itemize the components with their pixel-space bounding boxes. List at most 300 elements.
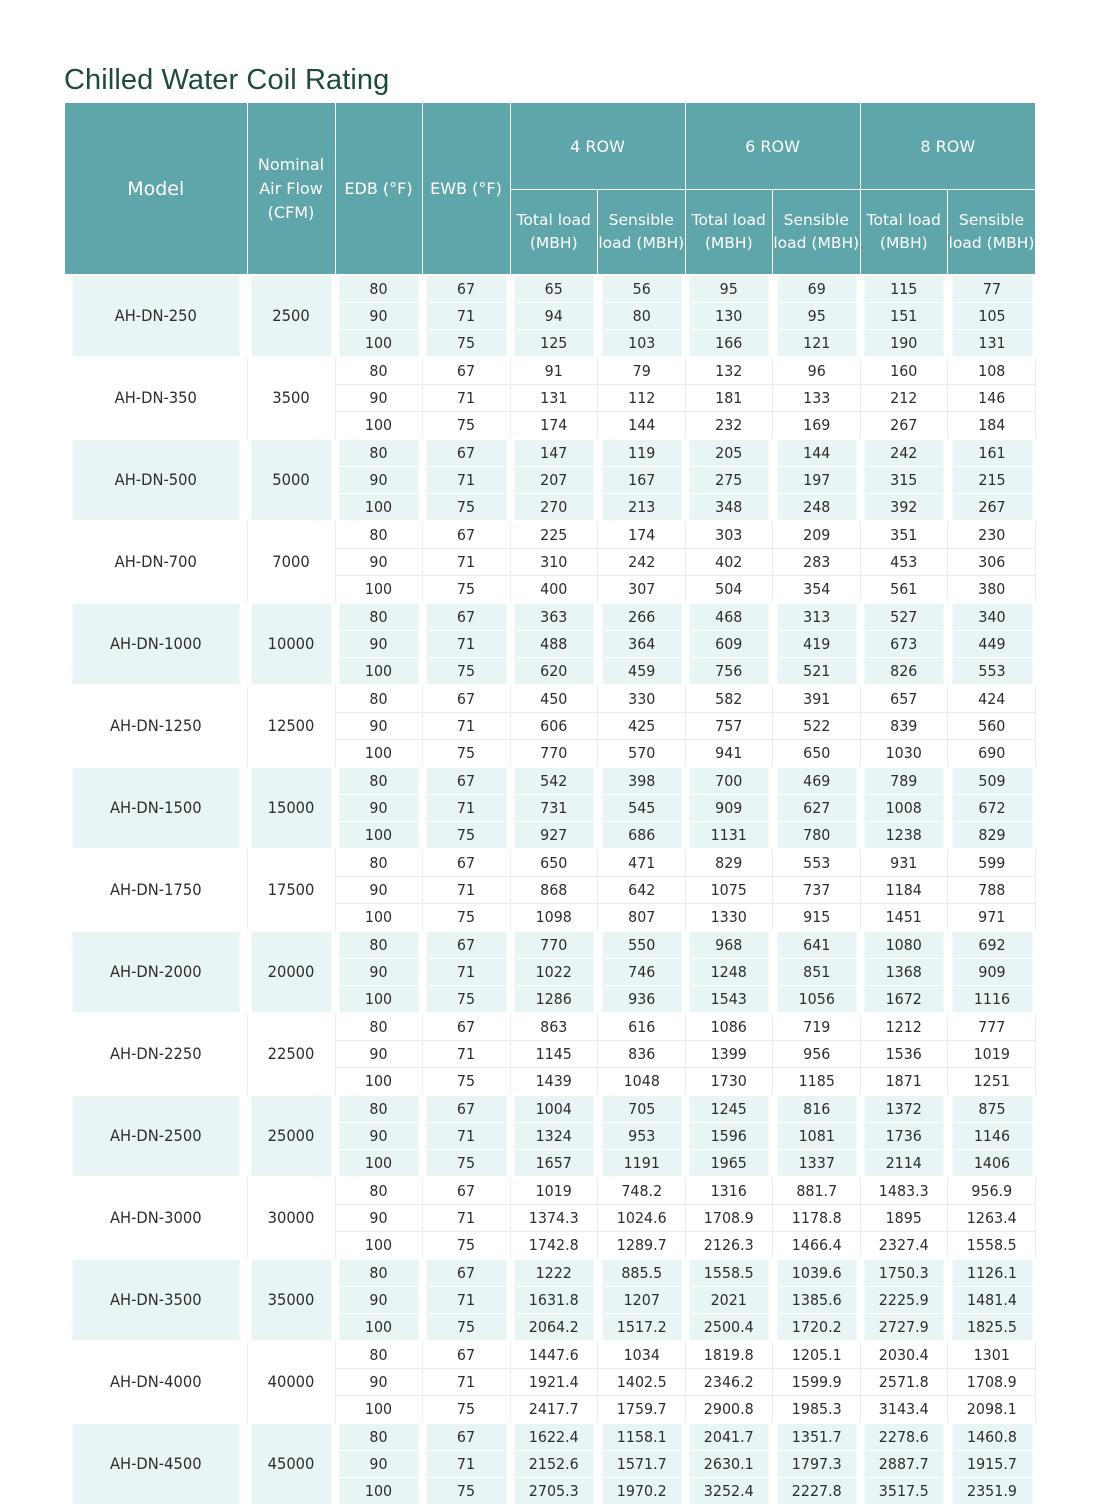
header-air-flow-line: (CFM) xyxy=(248,201,335,225)
ewb-cell: 67 xyxy=(426,521,507,549)
4row-sensible-cell: 1402.5 xyxy=(601,1369,682,1396)
6row-sensible-cell: 144 xyxy=(776,439,857,467)
4row-sensible-cell: 144 xyxy=(601,412,682,440)
ewb-cell: 67 xyxy=(426,931,507,959)
4row-sensible-cell: 616 xyxy=(601,1013,682,1041)
4row-sensible-cell: 266 xyxy=(601,603,682,631)
6row-total-cell: 1248 xyxy=(689,959,770,986)
ewb-cell: 71 xyxy=(426,877,507,904)
8row-sensible-cell: 509 xyxy=(951,767,1032,795)
coil-rating-table xyxy=(65,103,1036,1504)
table-row xyxy=(65,521,1035,549)
4row-sensible-cell: 167 xyxy=(601,467,682,494)
edb-cell: 100 xyxy=(338,658,418,686)
4row-total-cell: 1019 xyxy=(514,1177,595,1205)
8row-sensible-cell: 1116 xyxy=(951,986,1032,1014)
header-line: (MBH) xyxy=(511,232,598,255)
8row-sensible-cell: 380 xyxy=(951,576,1032,604)
header-line: Sensible xyxy=(598,209,685,232)
edb-cell: 100 xyxy=(338,740,418,768)
4row-sensible-cell: 570 xyxy=(601,740,682,768)
model-cell: AH-DN-3000 xyxy=(72,1177,239,1259)
8row-total-cell: 1372 xyxy=(864,1095,945,1123)
4row-total-cell: 1622.4 xyxy=(514,1423,595,1451)
edb-cell: 80 xyxy=(338,275,418,303)
6row-total-cell: 402 xyxy=(689,549,770,576)
6row-total-cell: 2900.8 xyxy=(689,1396,770,1424)
edb-cell: 90 xyxy=(338,959,418,986)
ewb-cell: 67 xyxy=(426,1341,507,1369)
table-row xyxy=(65,1423,1035,1451)
8row-sensible-cell: 2098.1 xyxy=(951,1396,1032,1424)
4row-total-cell: 1374.3 xyxy=(514,1205,595,1232)
6row-total-cell: 2126.3 xyxy=(689,1232,770,1260)
header-line: load (MBH) xyxy=(948,232,1035,255)
8row-total-cell: 1483.3 xyxy=(864,1177,945,1205)
4row-sensible-cell: 1048 xyxy=(601,1068,682,1096)
8row-sensible-cell: 1251 xyxy=(951,1068,1032,1096)
8row-total-cell: 190 xyxy=(864,330,945,358)
edb-cell: 90 xyxy=(338,1451,418,1478)
8row-total-cell: 1895 xyxy=(864,1205,945,1232)
4row-total-cell: 731 xyxy=(514,795,595,822)
8row-total-cell: 212 xyxy=(864,385,945,412)
8row-total-cell: 931 xyxy=(864,849,945,877)
6row-total-cell: 968 xyxy=(689,931,770,959)
air-flow-cell: 30000 xyxy=(251,1177,332,1259)
edb-cell: 80 xyxy=(338,1341,418,1369)
8row-sensible-cell: 184 xyxy=(951,412,1032,440)
edb-cell: 90 xyxy=(338,631,418,658)
8row-total-cell: 561 xyxy=(864,576,945,604)
model-cell: AH-DN-4500 xyxy=(72,1423,239,1504)
4row-sensible-cell: 1759.7 xyxy=(601,1396,682,1424)
air-flow-cell: 2500 xyxy=(251,275,332,357)
4row-total-cell: 91 xyxy=(514,357,595,385)
table-row xyxy=(65,439,1035,467)
8row-sensible-cell: 553 xyxy=(951,658,1032,686)
8row-total-cell: 657 xyxy=(864,685,945,713)
4row-sensible-cell: 1158.1 xyxy=(601,1423,682,1451)
table-row xyxy=(65,1095,1035,1123)
4row-total-cell: 65 xyxy=(514,275,595,303)
6row-sensible-cell: 650 xyxy=(776,740,857,768)
4row-sensible-cell: 807 xyxy=(601,904,682,932)
6row-sensible-cell: 354 xyxy=(776,576,857,604)
8row-total-cell: 351 xyxy=(864,521,945,549)
6row-total-cell: 181 xyxy=(689,385,770,412)
air-flow-cell: 17500 xyxy=(251,849,332,931)
4row-total-cell: 450 xyxy=(514,685,595,713)
4row-total-cell: 174 xyxy=(514,412,595,440)
6row-sensible-cell: 1039.6 xyxy=(776,1259,857,1287)
8row-total-cell: 1672 xyxy=(864,986,945,1014)
4row-total-cell: 927 xyxy=(514,822,595,850)
6row-sensible-cell: 719 xyxy=(776,1013,857,1041)
6row-total-cell: 1965 xyxy=(689,1150,770,1178)
table-row xyxy=(65,357,1035,385)
6row-total-cell: 95 xyxy=(689,275,770,303)
table-row xyxy=(65,931,1035,959)
edb-cell: 80 xyxy=(338,439,418,467)
8row-sensible-cell: 2351.9 xyxy=(951,1478,1032,1504)
4row-total-cell: 542 xyxy=(514,767,595,795)
edb-cell: 90 xyxy=(338,1041,418,1068)
4row-total-cell: 363 xyxy=(514,603,595,631)
8row-total-cell: 1750.3 xyxy=(864,1259,945,1287)
edb-cell: 100 xyxy=(338,1068,418,1096)
4row-sensible-cell: 459 xyxy=(601,658,682,686)
edb-cell: 90 xyxy=(338,467,418,494)
edb-cell: 90 xyxy=(338,1205,418,1232)
4row-total-cell: 488 xyxy=(514,631,595,658)
4row-sensible-cell: 1970.2 xyxy=(601,1478,682,1504)
8row-sensible-cell: 267 xyxy=(951,494,1032,522)
edb-cell: 80 xyxy=(338,1177,418,1205)
6row-sensible-cell: 248 xyxy=(776,494,857,522)
6row-total-cell: 1316 xyxy=(689,1177,770,1205)
8row-total-cell: 2278.6 xyxy=(864,1423,945,1451)
6row-total-cell: 130 xyxy=(689,303,770,330)
4row-total-cell: 225 xyxy=(514,521,595,549)
8row-total-cell: 392 xyxy=(864,494,945,522)
8row-sensible-cell: 424 xyxy=(951,685,1032,713)
6row-sensible-cell: 469 xyxy=(776,767,857,795)
6row-sensible-cell: 95 xyxy=(776,303,857,330)
air-flow-cell: 15000 xyxy=(251,767,332,849)
8row-total-cell: 1030 xyxy=(864,740,945,768)
model-cell: AH-DN-3500 xyxy=(72,1259,239,1341)
4row-sensible-cell: 112 xyxy=(601,385,682,412)
4row-total-cell: 131 xyxy=(514,385,595,412)
8row-sensible-cell: 1460.8 xyxy=(951,1423,1032,1451)
4row-total-cell: 1742.8 xyxy=(514,1232,595,1260)
edb-cell: 100 xyxy=(338,494,418,522)
edb-cell: 100 xyxy=(338,986,418,1014)
8row-sensible-cell: 829 xyxy=(951,822,1032,850)
8row-sensible-cell: 1263.4 xyxy=(951,1205,1032,1232)
6row-total-cell: 829 xyxy=(689,849,770,877)
4row-total-cell: 770 xyxy=(514,931,595,959)
air-flow-cell: 3500 xyxy=(251,357,332,439)
air-flow-cell: 5000 xyxy=(251,439,332,521)
4row-total-cell: 606 xyxy=(514,713,595,740)
6row-sensible-cell: 1337 xyxy=(776,1150,857,1178)
ewb-cell: 67 xyxy=(426,1013,507,1041)
8row-total-cell: 2030.4 xyxy=(864,1341,945,1369)
4row-total-cell: 1098 xyxy=(514,904,595,932)
4row-total-cell: 2417.7 xyxy=(514,1396,595,1424)
header-6-row: 6 ROW xyxy=(685,103,860,190)
4row-sensible-cell: 174 xyxy=(601,521,682,549)
8row-sensible-cell: 1481.4 xyxy=(951,1287,1032,1314)
ewb-cell: 75 xyxy=(426,1232,507,1260)
ewb-cell: 67 xyxy=(426,439,507,467)
4row-sensible-cell: 398 xyxy=(601,767,682,795)
6row-total-cell: 2021 xyxy=(689,1287,770,1314)
ewb-cell: 75 xyxy=(426,986,507,1014)
4row-total-cell: 1145 xyxy=(514,1041,595,1068)
edb-cell: 90 xyxy=(338,549,418,576)
8row-total-cell: 315 xyxy=(864,467,945,494)
6row-sensible-cell: 1720.2 xyxy=(776,1314,857,1342)
header-ewb: EWB (°F) xyxy=(422,103,510,275)
6row-total-cell: 1330 xyxy=(689,904,770,932)
8row-sensible-cell: 1915.7 xyxy=(951,1451,1032,1478)
edb-cell: 90 xyxy=(338,303,418,330)
edb-cell: 80 xyxy=(338,685,418,713)
8row-total-cell: 1080 xyxy=(864,931,945,959)
4row-total-cell: 2064.2 xyxy=(514,1314,595,1342)
4row-sensible-cell: 705 xyxy=(601,1095,682,1123)
6row-sensible-cell: 313 xyxy=(776,603,857,631)
8row-sensible-cell: 560 xyxy=(951,713,1032,740)
6row-total-cell: 1558.5 xyxy=(689,1259,770,1287)
8row-total-cell: 826 xyxy=(864,658,945,686)
4row-total-cell: 1447.6 xyxy=(514,1341,595,1369)
4row-total-cell: 1324 xyxy=(514,1123,595,1150)
edb-cell: 80 xyxy=(338,521,418,549)
6row-sensible-cell: 96 xyxy=(776,357,857,385)
air-flow-cell: 25000 xyxy=(251,1095,332,1177)
6row-sensible-cell: 915 xyxy=(776,904,857,932)
ewb-cell: 75 xyxy=(426,412,507,440)
4row-total-cell: 147 xyxy=(514,439,595,467)
8row-sensible-cell: 1019 xyxy=(951,1041,1032,1068)
6row-total-cell: 1819.8 xyxy=(689,1341,770,1369)
ewb-cell: 67 xyxy=(426,1095,507,1123)
edb-cell: 100 xyxy=(338,1232,418,1260)
edb-cell: 90 xyxy=(338,385,418,412)
4row-total-cell: 1286 xyxy=(514,986,595,1014)
air-flow-cell: 7000 xyxy=(251,521,332,603)
6row-sensible-cell: 522 xyxy=(776,713,857,740)
6row-total-cell: 1708.9 xyxy=(689,1205,770,1232)
6row-sensible-cell: 209 xyxy=(776,521,857,549)
4row-sensible-cell: 425 xyxy=(601,713,682,740)
ewb-cell: 71 xyxy=(426,385,507,412)
header-sensible-load xyxy=(598,190,686,276)
header-line: Total load xyxy=(686,209,773,232)
6row-total-cell: 909 xyxy=(689,795,770,822)
header-total-load xyxy=(860,190,948,276)
4row-total-cell: 863 xyxy=(514,1013,595,1041)
ewb-cell: 67 xyxy=(426,1177,507,1205)
8row-total-cell: 2571.8 xyxy=(864,1369,945,1396)
6row-sensible-cell: 169 xyxy=(776,412,857,440)
edb-cell: 80 xyxy=(338,1259,418,1287)
4row-sensible-cell: 1034 xyxy=(601,1341,682,1369)
header-air-flow xyxy=(247,103,335,275)
6row-total-cell: 166 xyxy=(689,330,770,358)
4row-total-cell: 270 xyxy=(514,494,595,522)
8row-sensible-cell: 599 xyxy=(951,849,1032,877)
6row-total-cell: 609 xyxy=(689,631,770,658)
table-row xyxy=(65,849,1035,877)
8row-total-cell: 2225.9 xyxy=(864,1287,945,1314)
table-row xyxy=(65,685,1035,713)
6row-total-cell: 2346.2 xyxy=(689,1369,770,1396)
6row-total-cell: 1730 xyxy=(689,1068,770,1096)
ewb-cell: 75 xyxy=(426,1478,507,1504)
8row-total-cell: 2887.7 xyxy=(864,1451,945,1478)
table-row xyxy=(65,1259,1035,1287)
header-model: Model xyxy=(65,103,247,275)
6row-sensible-cell: 851 xyxy=(776,959,857,986)
6row-sensible-cell: 283 xyxy=(776,549,857,576)
model-cell: AH-DN-1250 xyxy=(72,685,239,767)
6row-total-cell: 1596 xyxy=(689,1123,770,1150)
ewb-cell: 71 xyxy=(426,1041,507,1068)
6row-sensible-cell: 521 xyxy=(776,658,857,686)
6row-sensible-cell: 641 xyxy=(776,931,857,959)
ewb-cell: 71 xyxy=(426,1451,507,1478)
4row-sensible-cell: 953 xyxy=(601,1123,682,1150)
4row-total-cell: 1004 xyxy=(514,1095,595,1123)
6row-sensible-cell: 737 xyxy=(776,877,857,904)
ewb-cell: 67 xyxy=(426,603,507,631)
edb-cell: 100 xyxy=(338,904,418,932)
table-row xyxy=(65,275,1035,303)
6row-sensible-cell: 1081 xyxy=(776,1123,857,1150)
air-flow-cell: 12500 xyxy=(251,685,332,767)
8row-total-cell: 3517.5 xyxy=(864,1478,945,1504)
ewb-cell: 71 xyxy=(426,1123,507,1150)
8row-sensible-cell: 105 xyxy=(951,303,1032,330)
edb-cell: 80 xyxy=(338,1013,418,1041)
edb-cell: 90 xyxy=(338,713,418,740)
8row-sensible-cell: 215 xyxy=(951,467,1032,494)
4row-sensible-cell: 213 xyxy=(601,494,682,522)
model-cell: AH-DN-500 xyxy=(72,439,239,521)
8row-sensible-cell: 161 xyxy=(951,439,1032,467)
6row-sensible-cell: 1466.4 xyxy=(776,1232,857,1260)
model-cell: AH-DN-4000 xyxy=(72,1341,239,1423)
8row-total-cell: 1368 xyxy=(864,959,945,986)
4row-sensible-cell: 1517.2 xyxy=(601,1314,682,1342)
6row-sensible-cell: 1351.7 xyxy=(776,1423,857,1451)
header-line: Total load xyxy=(861,209,948,232)
8row-total-cell: 151 xyxy=(864,303,945,330)
8row-total-cell: 242 xyxy=(864,439,945,467)
8row-total-cell: 1008 xyxy=(864,795,945,822)
8row-total-cell: 527 xyxy=(864,603,945,631)
4row-total-cell: 868 xyxy=(514,877,595,904)
4row-sensible-cell: 330 xyxy=(601,685,682,713)
6row-sensible-cell: 1205.1 xyxy=(776,1341,857,1369)
ewb-cell: 71 xyxy=(426,303,507,330)
8row-sensible-cell: 692 xyxy=(951,931,1032,959)
model-cell: AH-DN-700 xyxy=(72,521,239,603)
edb-cell: 100 xyxy=(338,412,418,440)
edb-cell: 80 xyxy=(338,1423,418,1451)
table-row xyxy=(65,1013,1035,1041)
ewb-cell: 75 xyxy=(426,576,507,604)
6row-sensible-cell: 69 xyxy=(776,275,857,303)
4row-total-cell: 1022 xyxy=(514,959,595,986)
edb-cell: 90 xyxy=(338,1287,418,1314)
4row-sensible-cell: 103 xyxy=(601,330,682,358)
6row-total-cell: 757 xyxy=(689,713,770,740)
6row-total-cell: 2500.4 xyxy=(689,1314,770,1342)
8row-total-cell: 673 xyxy=(864,631,945,658)
edb-cell: 100 xyxy=(338,1150,418,1178)
table-row xyxy=(65,767,1035,795)
4row-sensible-cell: 642 xyxy=(601,877,682,904)
8row-total-cell: 1451 xyxy=(864,904,945,932)
4row-sensible-cell: 545 xyxy=(601,795,682,822)
4row-sensible-cell: 307 xyxy=(601,576,682,604)
edb-cell: 90 xyxy=(338,1123,418,1150)
header-total-load xyxy=(685,190,773,276)
4row-sensible-cell: 746 xyxy=(601,959,682,986)
8row-sensible-cell: 1126.1 xyxy=(951,1259,1032,1287)
4row-total-cell: 125 xyxy=(514,330,595,358)
ewb-cell: 75 xyxy=(426,494,507,522)
header-line: load (MBH) xyxy=(598,232,685,255)
4row-sensible-cell: 836 xyxy=(601,1041,682,1068)
8row-total-cell: 267 xyxy=(864,412,945,440)
table-row xyxy=(65,1177,1035,1205)
8row-total-cell: 789 xyxy=(864,767,945,795)
ewb-cell: 67 xyxy=(426,1259,507,1287)
edb-cell: 90 xyxy=(338,877,418,904)
6row-total-cell: 1075 xyxy=(689,877,770,904)
6row-total-cell: 132 xyxy=(689,357,770,385)
edb-cell: 100 xyxy=(338,330,418,358)
8row-sensible-cell: 1708.9 xyxy=(951,1369,1032,1396)
8row-sensible-cell: 1146 xyxy=(951,1123,1032,1150)
6row-total-cell: 582 xyxy=(689,685,770,713)
6row-sensible-cell: 1385.6 xyxy=(776,1287,857,1314)
8row-sensible-cell: 1301 xyxy=(951,1341,1032,1369)
edb-cell: 100 xyxy=(338,1396,418,1424)
8row-sensible-cell: 1825.5 xyxy=(951,1314,1032,1342)
8row-total-cell: 839 xyxy=(864,713,945,740)
ewb-cell: 75 xyxy=(426,1396,507,1424)
header-8-row: 8 ROW xyxy=(860,103,1035,190)
4row-total-cell: 1439 xyxy=(514,1068,595,1096)
ewb-cell: 75 xyxy=(426,1150,507,1178)
4row-total-cell: 2152.6 xyxy=(514,1451,595,1478)
edb-cell: 100 xyxy=(338,1314,418,1342)
table-header xyxy=(65,103,1035,275)
edb-cell: 80 xyxy=(338,603,418,631)
4row-total-cell: 207 xyxy=(514,467,595,494)
8row-sensible-cell: 690 xyxy=(951,740,1032,768)
6row-sensible-cell: 1056 xyxy=(776,986,857,1014)
4row-sensible-cell: 80 xyxy=(601,303,682,330)
ewb-cell: 67 xyxy=(426,1423,507,1451)
table-row xyxy=(65,603,1035,631)
ewb-cell: 67 xyxy=(426,685,507,713)
6row-sensible-cell: 419 xyxy=(776,631,857,658)
6row-total-cell: 941 xyxy=(689,740,770,768)
6row-sensible-cell: 1985.3 xyxy=(776,1396,857,1424)
header-total-load xyxy=(510,190,598,276)
6row-total-cell: 303 xyxy=(689,521,770,549)
8row-sensible-cell: 1406 xyxy=(951,1150,1032,1178)
ewb-cell: 71 xyxy=(426,1287,507,1314)
8row-sensible-cell: 131 xyxy=(951,330,1032,358)
4row-total-cell: 400 xyxy=(514,576,595,604)
model-cell: AH-DN-250 xyxy=(72,275,239,357)
8row-total-cell: 1871 xyxy=(864,1068,945,1096)
model-cell: AH-DN-2000 xyxy=(72,931,239,1013)
8row-total-cell: 115 xyxy=(864,275,945,303)
6row-sensible-cell: 197 xyxy=(776,467,857,494)
4row-total-cell: 1657 xyxy=(514,1150,595,1178)
